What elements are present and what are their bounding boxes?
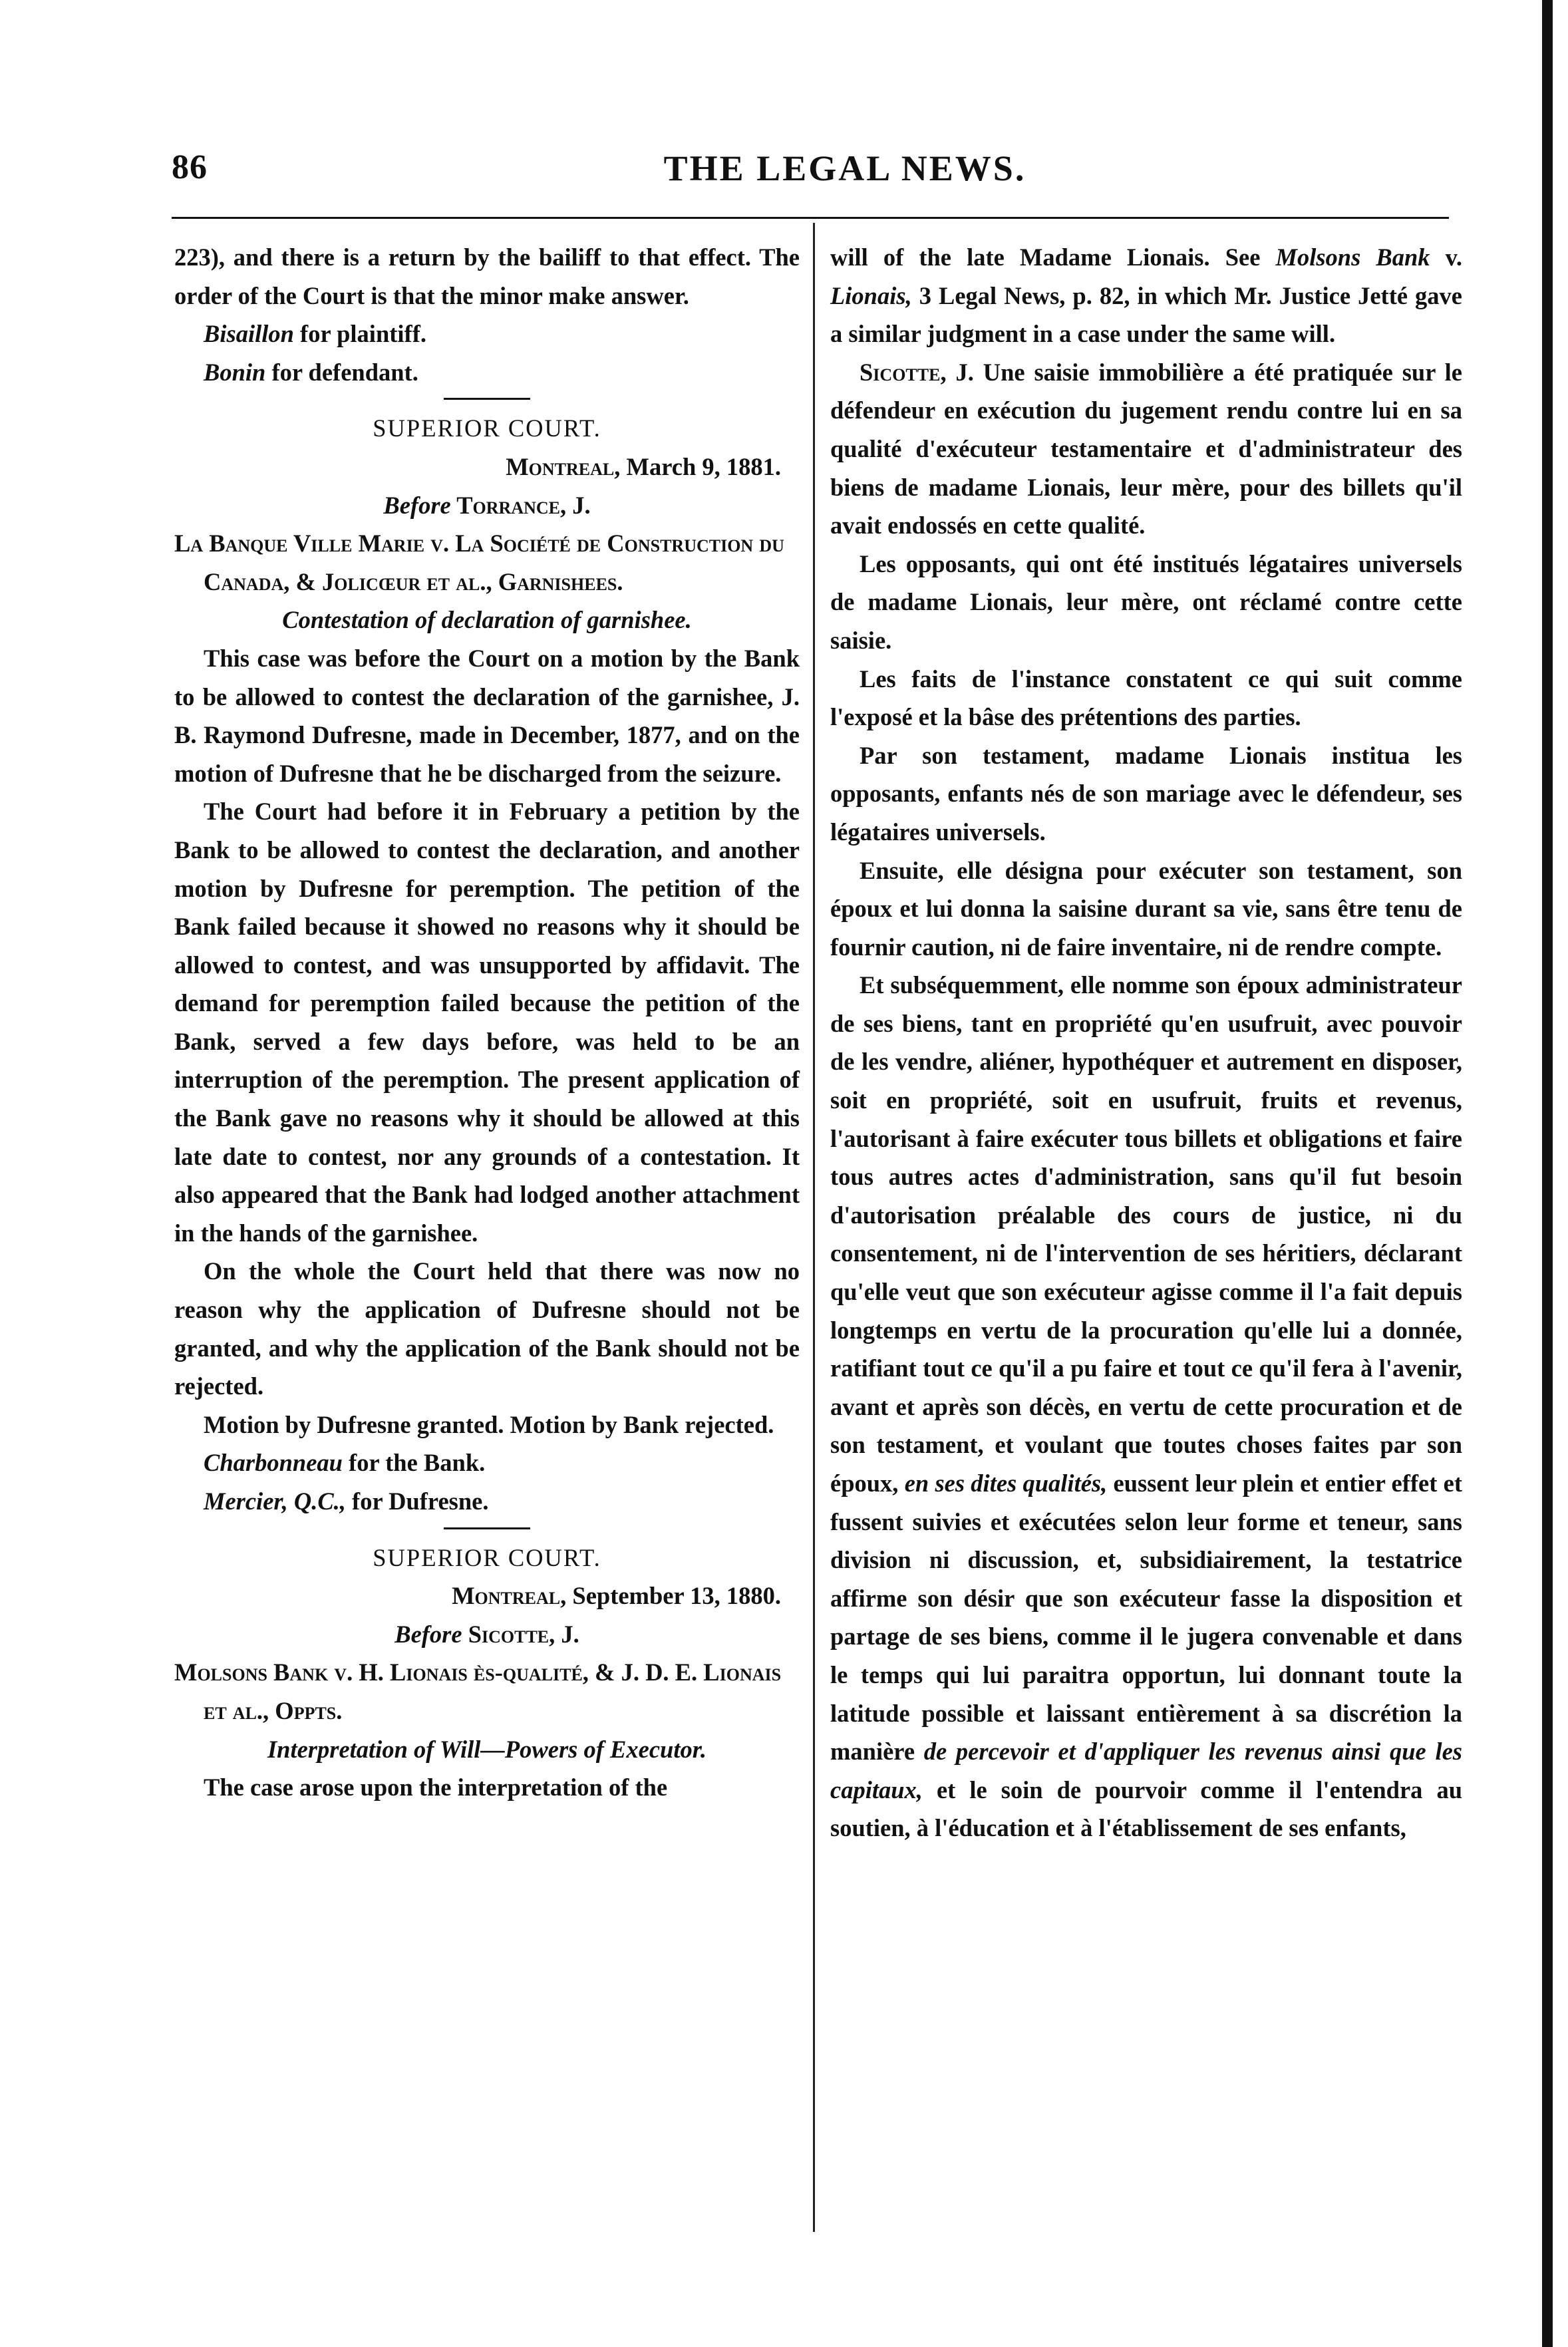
text-run: eussent leur plein et entier effet et fussent suivies et exécutées selon leur forme et teneur, sans division ni discussion, et, subsidiairement, la testatrice affirme son désir que son exécuteur fasse la disposition et partage de ses biens, comme il le jugera convenable et dans le temps qui lui paraitra opportun, lui donnant toute la latitude possible et laissant entièrement à sa discrétion la manière <box>830 1470 1462 1766</box>
case-caption: La Banque Ville Marie v. La Société de Construction du Canada, & Jolicœur et al., Garnishees. <box>174 530 784 595</box>
italic-phrase: de percevoir et d'appliquer les revenus ainsi que les capitaux, <box>830 1738 1462 1803</box>
paragraph: Motion by Dufresne granted. Motion by Bank rejected. <box>204 1410 774 1438</box>
paragraph: The Court had before it in February a petition by the Bank to be allowed to contest the declaration, and another motion by Dufresne for peremption. The petition of the Bank failed because it showed no reasons why it should be allowed to contest, and was unsupported by affidavit. The demand for peremption failed because the petition of the Bank, served a few days before, was held to be an interruption of the peremption. The present application of the Bank gave no reasons why it should be allowed at this late date to contest, nor any grounds of a contestation. It also appeared that the Bank had lodged another attachment in the hands of the garnishee. <box>174 798 800 1247</box>
case-caption: Molsons Bank v. H. Lionais ès-qualité, & J. D. E. Lionais et al., Oppts. <box>174 1658 782 1724</box>
case-subject: Interpretation of Will—Powers of Executor. <box>267 1735 707 1763</box>
counsel-name: Bisaillon <box>204 320 294 348</box>
dateline <box>174 1577 800 1615</box>
case-name: Molsons Bank <box>1275 243 1430 271</box>
text-run: v. <box>1430 243 1462 271</box>
paragraph: On the whole the Court held that there was now no reason why the application of Dufresne should not be granted, and why the application of the Bank should not be rejected. <box>174 1257 800 1400</box>
column-divider <box>813 223 815 2232</box>
page-number: 86 <box>172 148 208 186</box>
judge-name: Sicotte, J. <box>462 1620 579 1648</box>
italic-phrase: en ses dites qualités, <box>904 1470 1108 1497</box>
counsel-role: for the Bank. <box>342 1449 486 1477</box>
paragraph: Les opposants, qui ont été institués légataires universels de madame Lionais, leur mère, ont réclamé contre cette saisie. <box>830 549 1462 654</box>
running-title: THE LEGAL NEWS. <box>663 148 1026 188</box>
right-column <box>830 238 1462 1847</box>
text-run: 3 Legal News, p. 82, in which Mr. Justice Jetté gave a similar judgment in a case under the same will. <box>830 281 1462 348</box>
counsel-name: Charbonneau <box>204 1449 343 1477</box>
dateline <box>174 448 800 486</box>
dateline-date: September 13, 1880. <box>566 1582 781 1610</box>
section-rule <box>444 1527 530 1529</box>
dateline-place: Montreal, <box>506 452 621 480</box>
counsel-line <box>174 315 800 353</box>
paragraph <box>830 966 1462 1847</box>
case-name: Lionais, <box>830 281 912 309</box>
counsel-line <box>174 1444 800 1482</box>
counsel-role: for defendant. <box>265 358 418 386</box>
counsel-line <box>174 1482 800 1521</box>
text-run: et le soin de pourvoir comme il l'entendra au soutien, à l'éducation et à l'établissement de ses enfants, <box>830 1776 1462 1842</box>
before-judge <box>174 486 800 525</box>
left-column <box>174 238 800 1807</box>
dateline-date: March 9, 1881. <box>620 452 781 480</box>
before-word: Before <box>383 491 451 519</box>
before-judge <box>174 1615 800 1654</box>
paragraph: Par son testament, madame Lionais institua les opposants, enfants nés de son mariage avec le défendeur, ses légataires universels. <box>830 741 1462 846</box>
paragraph: Les faits de l'instance constatent ce qui suit comme l'exposé et la bâse des prétentions des parties. <box>830 665 1462 731</box>
counsel-role: for Dufresne. <box>345 1487 489 1515</box>
judge-name: Sicotte, J. <box>860 358 974 386</box>
paragraph: 223), and there is a return by the bailiff to that effect. The order of the Court is that the minor make answer. <box>174 243 800 309</box>
counsel-name: Mercier, Q.C., <box>204 1487 346 1515</box>
counsel-line <box>174 353 800 392</box>
paragraph: Ensuite, elle désigna pour exécuter son testament, son époux et lui donna la saisine durant sa vie, sans être tenu de fournir caution, ni de faire inventaire, ni de rendre compte. <box>830 856 1462 961</box>
court-heading: SUPERIOR COURT. <box>373 414 601 442</box>
paragraph: This case was before the Court on a motion by the Bank to be allowed to contest the declaration of the garnishee, J. B. Raymond Dufresne, made in December, 1877, and on the motion of Dufresne that he be discharged from the seizure. <box>174 644 800 787</box>
paragraph: The case arose upon the interpretation of the <box>204 1774 668 1801</box>
counsel-name: Bonin <box>204 358 266 386</box>
section-rule <box>444 398 530 400</box>
before-word: Before <box>394 1620 462 1648</box>
paragraph <box>830 238 1462 353</box>
counsel-role: for plaintiff. <box>293 320 426 348</box>
text-run: Et subséquemment, elle nomme son époux administrateur de ses biens, tant en propriété qu'en usufruit, avec pouvoir de les vendre, aliéner, hypothéquer et autrement en disposer, soit en propriété, soit en usufruit, fruits et revenus, l'autorisant à faire exécuter tous billets et obligations et faire tous autres actes d'administration, sans qu'il fut besoin d'autorisation préalable des cours de justice, ni du consentement, ni de l'intervention de ses héritiers, déclarant qu'elle veut que son exécuteur agisse comme il l'a fait depuis longtemps en vertu de la procuration qu'elle lui a donnée, ratifiant tout ce qu'il a pu faire et tout ce qu'il fera à l'avenir, avant et après son décès, en vertu de cette procuration et de son testament, et voulant que toutes choses faites par son époux, <box>830 971 1462 1497</box>
judge-name: Torrance, J. <box>450 491 591 519</box>
header-rule <box>172 217 1449 219</box>
case-subject: Contestation of declaration of garnishee. <box>282 606 692 634</box>
dateline-place: Montreal, <box>452 1582 567 1610</box>
text-run: Une saisie immobilière a été pratiquée sur le défendeur en exécution du jugement rendu contre lui en sa qualité d'exécuteur testamentaire et d'administrateur des biens de madame Lionais, leur mère, pour des billets qu'il avait endossés en cette qualité. <box>830 358 1462 540</box>
paragraph <box>830 353 1462 545</box>
page-edge-shadow <box>1542 0 1553 2347</box>
court-heading: SUPERIOR COURT. <box>373 1543 601 1571</box>
text-run: will of the late Madame Lionais. See <box>830 243 1276 271</box>
